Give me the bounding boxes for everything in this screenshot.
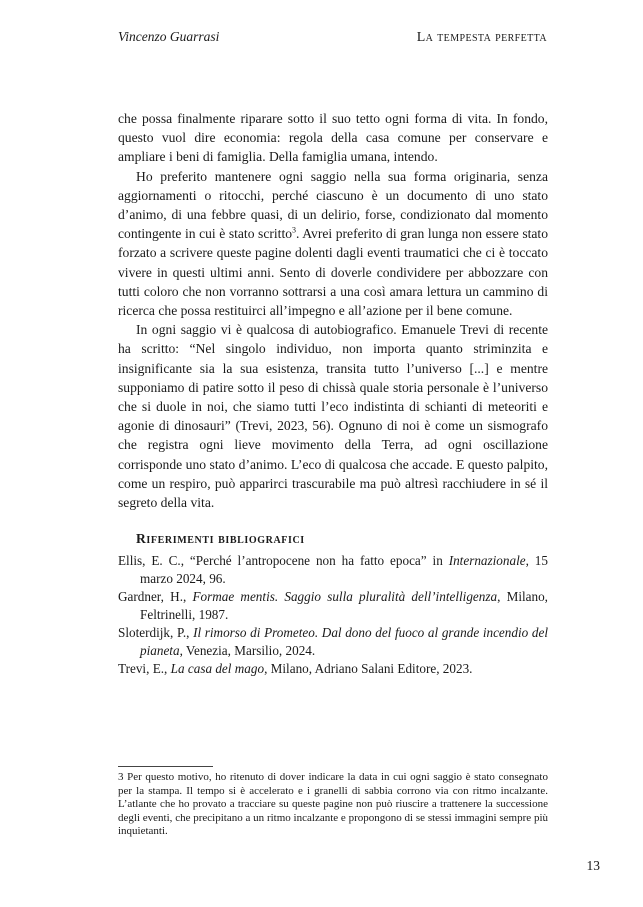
paragraph: che possa finalmente riparare sotto il suo tetto ogni forma di vita. In fondo, questo vuol dire economia: regola della casa comune per conservare e ampliare i beni di famiglia. Della famiglia umana, intendo. [118,111,548,165]
header-book-title: La tempesta perfetta [416,30,547,45]
entry-details: , 15 marzo 2024, 96. [140,553,548,586]
entry-author: Trevi, E., [118,661,171,677]
footnote-separator [118,766,213,767]
entry-title: La casa del mago [170,661,265,677]
bibliography-entry [118,660,548,678]
footnote-text: Per questo motivo, ho ritenuto di dover indicare la data in cui ogni saggio è stato consegnato per la stampa. Il tempo si è accelerato e i granelli di sabbia corrono via con ritmo incalzante. L’atlante che ho provato a tracciare su queste pagine non può riuscire a trattenere la successione degli eventi, che precipitano a un ritmo incalzante e propongono di se stessi immagini sempre più inquietanti. [118,771,548,838]
bibliography-heading: Riferimenti bibliografici [136,531,305,547]
entry-details: , Venezia, Marsilio, 2024. [179,642,316,658]
paragraph [118,167,548,321]
bibliography-entry [118,588,548,623]
body-text [118,109,548,679]
footnote [118,771,548,839]
entry-author: Gardner, H., [118,589,193,605]
paragraph-text: . Avrei preferito di gran lunga non essere stato forzato a scrivere queste pagine dolenti dagli eventi traumatici che ci è toccato vivere in questi ultimi anni. Sento di doverle condividere per abbozzare con tutti coloro che non vorranno sottrarsi a una così amara lettura un cammino di ricerca che possa restituirci all’impegno e all’azione per il bene comune. [118,226,548,319]
page-number: 13 [586,858,600,873]
bibliography-entry [118,624,548,659]
entry-title: Formae mentis. Saggio sulla pluralità dell’intelligenza [192,589,498,605]
footnote-number: 3 [118,771,124,783]
header-author: Vincenzo Guarrasi [118,29,220,44]
paragraph: In ogni saggio vi è qualcosa di autobiografico. Emanuele Trevi di recente ha scritto: “Nel singolo individuo, non importa quanto striminzita e insignificante sia la sua esistenza, transita tutto l’universo [...] e mentre supponiamo di patire sotto il peso di chissà quale storia personale è l’universo che si duole in noi, che siamo tutti l’eco indistinta di schianti di meteoriti e agonie di dinosauri” (Trevi, 2023, 56). Ognuno di noi è come un sismografo che registra ogni lieve movimento della Terra, ad ogni oscillazione corrisponde uno stato d’animo. L’eco di qualcosa che accade. E questo palpito, come un respiro, può apparirci trascurabile ma può altresì racchiudere in sé il segreto della vita. [118,322,548,511]
entry-details: , Milano, Feltrinelli, 1987. [140,589,548,622]
entry-details: , Milano, Adriano Salani Editore, 2023. [264,661,473,677]
entry-title: Internazionale [448,553,526,569]
entry-author: Ellis, E. C., “Perché l’antropocene non ha fatto epoca” in [118,553,449,569]
entry-title: Il rimorso di Prometeo. Dal dono del fuoco al grande incendio del pianeta [140,625,548,658]
entry-author: Sloterdijk, P., [118,625,194,641]
running-header [118,29,547,49]
bibliography-list [118,552,548,678]
footnote-reference[interactable]: 3 [292,225,297,235]
paragraph-text: Ho preferito mantenere ogni saggio nella sua forma originaria, senza aggiornamenti o ritocchi, perché ciascuno è un documento di uno stato d’animo, di una febbre quasi, di un delirio, forse, condizionato dal momento contingente in cui è stato scritto [118,168,548,242]
bibliography-entry [118,552,548,587]
